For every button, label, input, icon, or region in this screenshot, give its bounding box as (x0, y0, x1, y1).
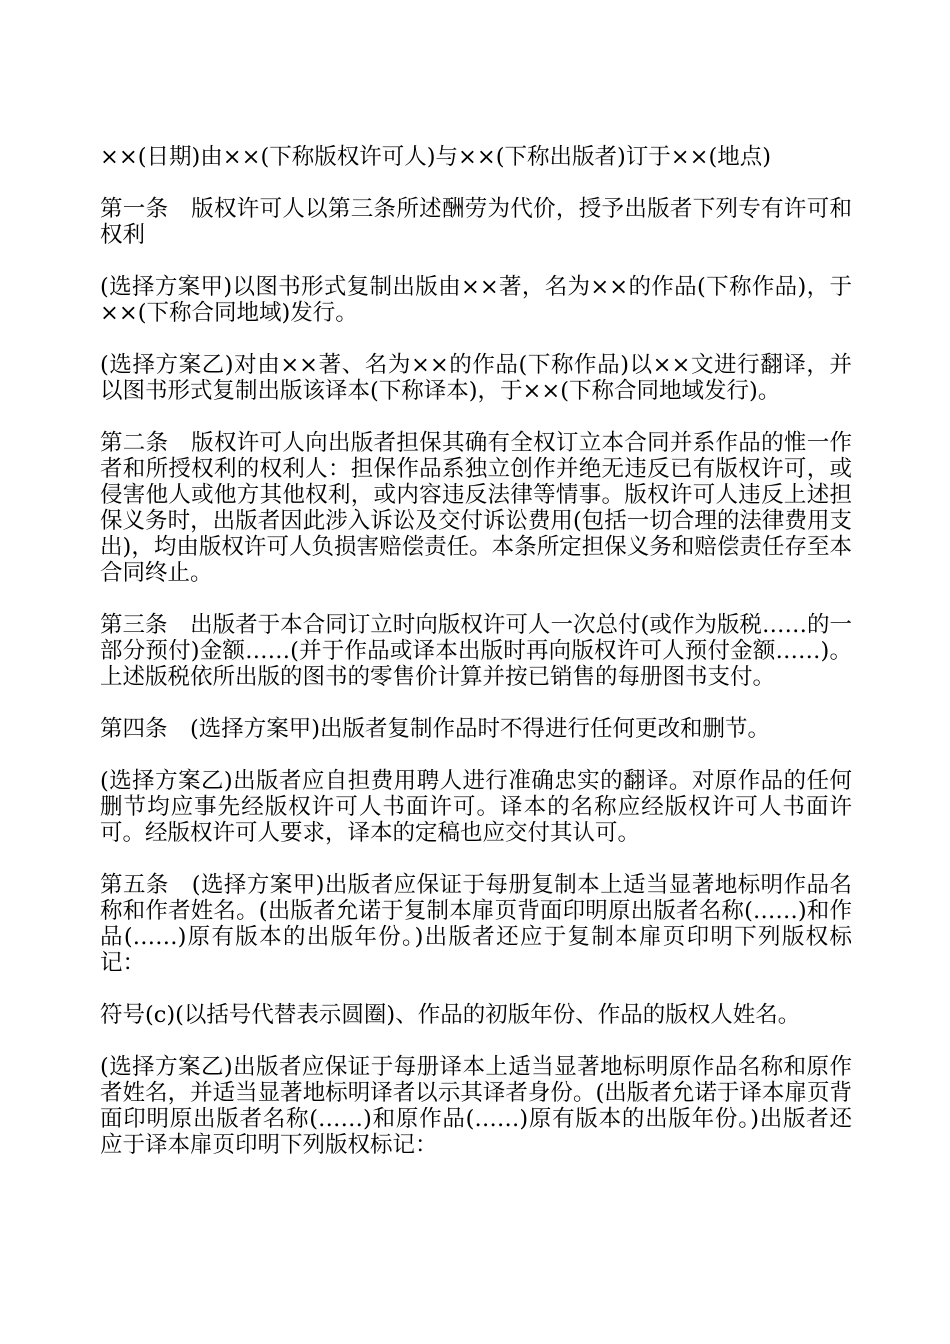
paragraph-contract-parties: ××(日期)由××(下称版权许可人)与××(下称出版者)订于××(地点) (100, 144, 772, 170)
paragraph-article-1: 第一条 版权许可人以第三条所述酬劳为代价，授予出版者下列专有许可和权利 (100, 196, 852, 248)
paragraph-article-1-option-a: (选择方案甲)以图书形式复制出版由××著，名为××的作品(下称作品)，于××(下称合同地域)发行。 (100, 274, 852, 326)
paragraph-article-2: 第二条 版权许可人向出版者担保其确有全权订立本合同并系作品的惟一作者和所授权利的权利人：担保作品系独立创作并绝无违反已有版权许可，或侵害他人或他方其他权利，或内容违反法律等情事。版权许可人违反上述担保义务时，出版者因此涉入诉讼及交付诉讼费用(包括一切合理的法律费用支出)，均由版权许可人负损害赔偿责任。本条所定担保义务和赔偿责任存至本合同终止。 (100, 430, 852, 586)
paragraph-article-1-option-b: (选择方案乙)对由××著、名为××的作品(下称作品)以××文进行翻译，并以图书形式复制出版该译本(下称译本)，于××(下称合同地域发行)。 (100, 352, 852, 404)
paragraph-article-3: 第三条 出版者于本合同订立时向版权许可人一次总付(或作为版税……的一部分预付)金额……(并于作品或译本出版时再向版权许可人预付金额……)。上述版税依所出版的图书的零售价计算并按已销售的每册图书支付。 (100, 612, 852, 690)
paragraph-article-4-option-b: (选择方案乙)出版者应自担费用聘人进行准确忠实的翻译。对原作品的任何删节均应事先经版权许可人书面许可。译本的名称应经版权许可人书面许可。经版权许可人要求，译本的定稿也应交付其认可。 (100, 768, 852, 846)
document-page (100, 144, 852, 1184)
paragraph-article-5-option-a: 第五条 (选择方案甲)出版者应保证于每册复制本上适当显著地标明作品名称和作者姓名。(出版者允诺于复制本扉页背面印明原出版者名称(……)和作品(……)原有版本的出版年份。)出版者还应于复制本扉页印明下列版权标记： (100, 872, 852, 976)
paragraph-article-4-option-a: 第四条 (选择方案甲)出版者复制作品时不得进行任何更改和删节。 (100, 716, 771, 742)
paragraph-copyright-notice: 符号(c)(以括号代替表示圆圈)、作品的初版年份、作品的版权人姓名。 (100, 1002, 801, 1028)
paragraph-article-5-option-b: (选择方案乙)出版者应保证于每册译本上适当显著地标明原作品名称和原作者姓名，并适当显著地标明译者以示其译者身份。(出版者允诺于译本扉页背面印明原出版者名称(……)和原作品(……)原有版本的出版年份。)出版者还应于译本扉页印明下列版权标记： (100, 1054, 852, 1158)
